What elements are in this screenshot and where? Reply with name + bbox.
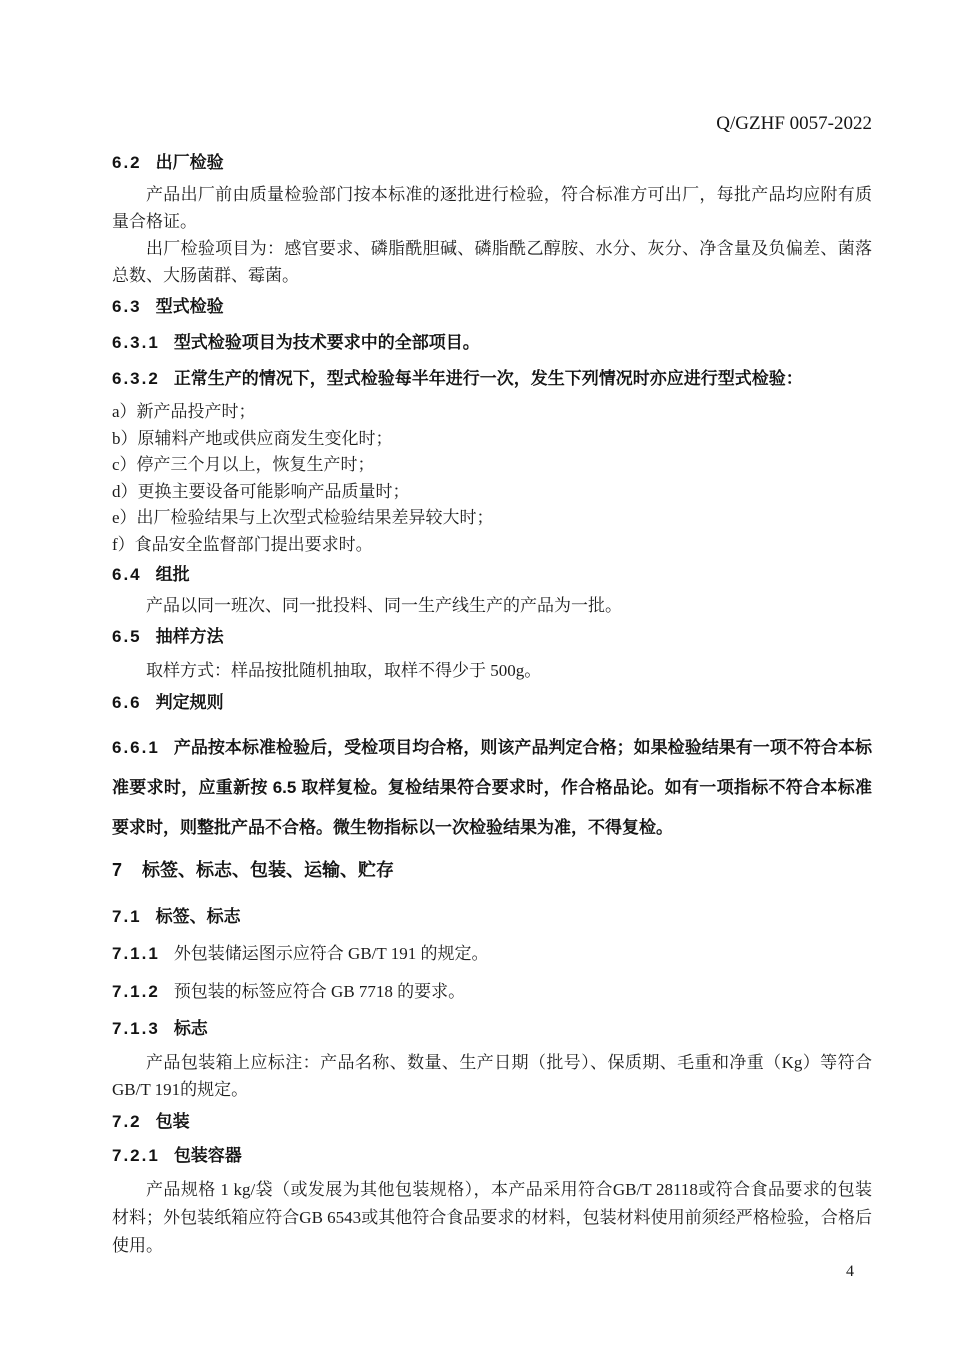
clause-number: 6.4	[112, 564, 142, 584]
clause-number: 7.1.3	[112, 1018, 160, 1038]
paragraph-factory-inspection-1: 产品出厂前由质量检验部门按本标准的逐批进行检验，符合标准方可出厂，每批产品均应附有质量合格证。	[112, 185, 872, 231]
clause-title: 标志	[173, 1018, 208, 1038]
clause-title: 型式检验	[155, 297, 224, 316]
clause-7-1-1	[112, 942, 872, 966]
page-number: 4	[846, 1263, 854, 1280]
clause-title: 标签、标志、包装、运输、贮存	[142, 859, 395, 880]
clause-title: 出厂检验	[155, 153, 224, 172]
clause-number: 6.6	[112, 692, 142, 712]
clause-number: 7.1.2	[112, 981, 160, 1001]
heading-7-2	[112, 1111, 872, 1133]
heading-7-1	[112, 906, 872, 928]
list-item-d: d）更换主要设备可能影响产品质量时；	[112, 481, 410, 501]
list-item-f: f）食品安全监督部门提出要求时。	[112, 534, 373, 554]
paragraph-batch: 产品以同一班次、同一批投料、同一生产线生产的产品为一批。	[146, 595, 622, 615]
list-item-c: c）停产三个月以上，恢复生产时；	[112, 455, 375, 475]
clause-title: 组批	[155, 564, 190, 584]
clause-number: 7.1	[112, 906, 142, 926]
clause-number: 6.3	[112, 297, 142, 316]
clause-text: 正常生产的情况下，型式检验每半年进行一次，发生下列情况时亦应进行型式检验：	[173, 369, 803, 388]
list-item-a: a）新产品投产时；	[112, 402, 256, 421]
clause-7-1-2	[112, 980, 872, 1004]
paragraph-marking: 产品包装箱上应标注：产品名称、数量、生产日期（批号）、保质期、毛重和净重（Kg）等符合GB/T 191的规定。	[112, 1052, 872, 1099]
document-body	[112, 0, 872, 1260]
clause-text: 外包装储运图示应符合 GB/T 191 的规定。	[173, 943, 489, 963]
clause-title: 包装容器	[173, 1145, 242, 1165]
clause-number: 7.2.1	[112, 1145, 160, 1165]
heading-6-5	[112, 626, 872, 648]
clause-6-3-1	[112, 331, 872, 355]
standard-code-header: Q/GZHF 0057-2022	[716, 113, 872, 134]
heading-6-2	[112, 152, 872, 174]
clause-number: 6.2	[112, 153, 142, 172]
heading-6-3	[112, 296, 872, 318]
clause-text: 产品按本标准检验后，受检项目均合格，则该产品判定合格；如果检验结果有一项不符合本标准要求时，应重新按 6.5 取样复检。复检结果符合要求时，作合格品论。如有一项指标不符合本标准要求时，则整批产品不合格。微生物指标以一次检验结果为准，不得复检。	[112, 737, 872, 837]
list-item-e: e）出厂检验结果与上次型式检验结果差异较大时；	[112, 508, 494, 528]
heading-7-2-1	[112, 1145, 872, 1167]
clause-number: 6.6.1	[112, 737, 160, 757]
clause-title: 包装	[155, 1111, 190, 1131]
clause-number: 7.1.1	[112, 943, 160, 963]
clause-number: 6.5	[112, 626, 142, 646]
clause-6-6-1	[112, 728, 872, 848]
clause-number: 6.3.2	[112, 369, 160, 388]
heading-7	[112, 858, 872, 882]
list-item-b: b）原辅料产地或供应商发生变化时；	[112, 428, 393, 448]
clause-text: 预包装的标签应符合 GB 7718 的要求。	[173, 981, 466, 1001]
clause-title: 标签、标志	[155, 906, 241, 926]
clause-number: 6.3.1	[112, 333, 160, 352]
heading-6-4	[112, 564, 872, 586]
type-inspection-condition-list	[112, 399, 872, 559]
clause-text: 型式检验项目为技术要求中的全部项目。	[173, 333, 480, 352]
clause-number: 7.2	[112, 1111, 142, 1131]
clause-6-3-2	[112, 367, 872, 391]
paragraph-sampling: 取样方式：样品按批随机抽取，取样不得少于 500g。	[146, 660, 542, 680]
paragraph-packaging-container: 产品规格 1 kg/袋（或发展为其他包装规格），本产品采用符合GB/T 28118或符合食品要求的包装材料；外包装纸箱应符合GB 6543或其他符合食品要求的材料，包装材料使用前须经严格检验，合格后使用。	[112, 1179, 872, 1255]
clause-title: 抽样方法	[155, 626, 224, 646]
heading-6-6	[112, 692, 872, 714]
clause-number: 7	[112, 859, 125, 880]
paragraph-factory-inspection-2: 出厂检验项目为：感官要求、磷脂酰胆碱、磷脂酰乙醇胺、水分、灰分、净含量及负偏差、菌落总数、大肠菌群、霉菌。	[112, 239, 872, 285]
clause-title: 判定规则	[155, 692, 224, 712]
heading-7-1-3	[112, 1018, 872, 1040]
